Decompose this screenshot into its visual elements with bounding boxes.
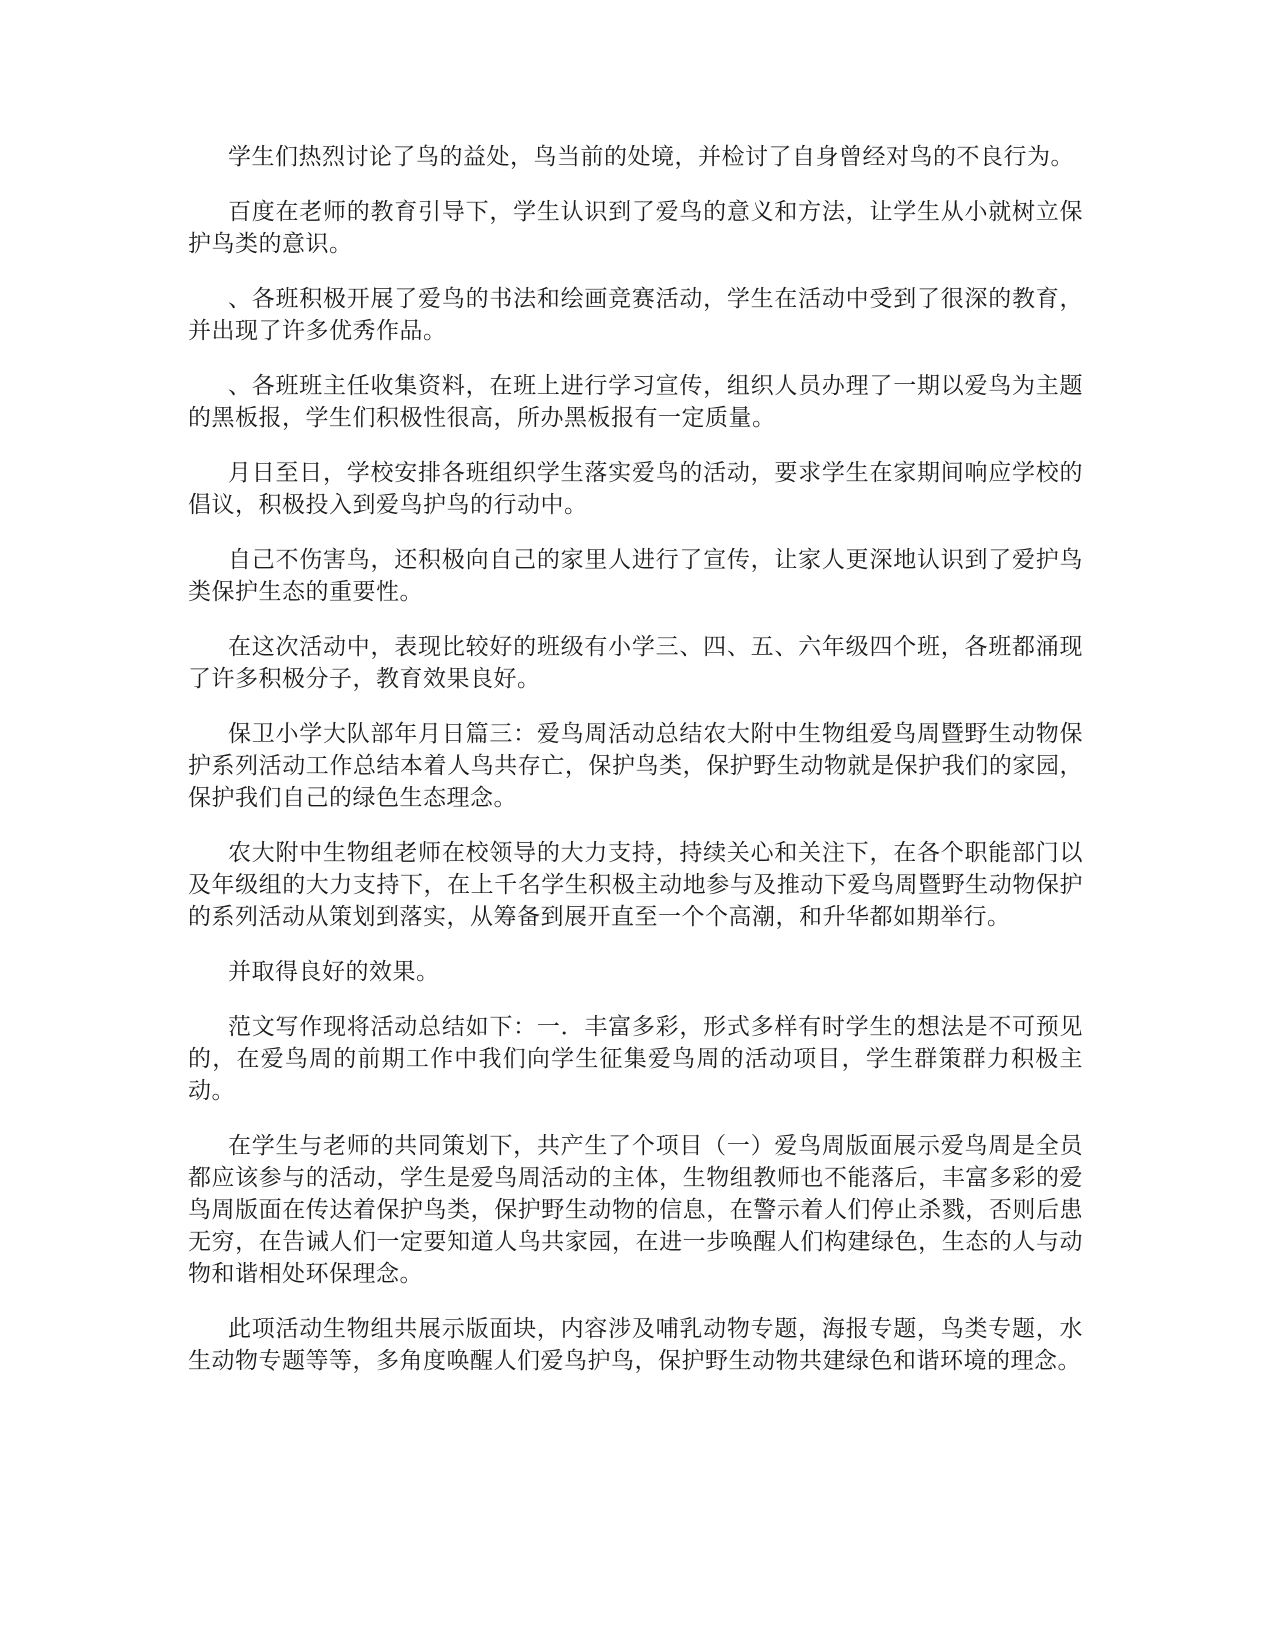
document-page [188,141,1083,1400]
paragraph-7: 在这次活动中，表现比较好的班级有小学三、四、五、六年级四个班，各班都涌现了许多积极分子，教育效果良好。 [188,634,1083,692]
paragraph-2: 百度在老师的教育引导下，学生认识到了爱鸟的意义和方法，让学生从小就树立保护鸟类的意识。 [188,199,1083,257]
paragraph-8: 保卫小学大队部年月日篇三：爱鸟周活动总结农大附中生物组爱鸟周暨野生动物保护系列活动工作总结本着人鸟共存亡，保护鸟类，保护野生动物就是保护我们的家园，保护我们自己的绿色生态理念。 [188,721,1083,811]
paragraph-13: 此项活动生物组共展示版面块，内容涉及哺乳动物专题，海报专题，鸟类专题，水生动物专题等等，多角度唤醒人们爱鸟护鸟，保护野生动物共建绿色和谐环境的理念。 [188,1316,1083,1374]
paragraph-12: 在学生与老师的共同策划下，共产生了个项目（一）爱鸟周版面展示爱鸟周是全员都应该参与的活动，学生是爱鸟周活动的主体，生物组教师也不能落后，丰富多彩的爱鸟周版面在传达着保护鸟类，保护野生动物的信息，在警示着人们停止杀戮，否则后患无穷，在告诫人们一定要知道人鸟共家园，在进一步唤醒人们构建绿色，生态的人与动物和谐相处环保理念。 [188,1133,1083,1287]
paragraph-6: 自己不伤害鸟，还积极向自己的家里人进行了宣传，让家人更深地认识到了爱护鸟类保护生态的重要性。 [188,547,1083,605]
paragraph-10: 并取得良好的效果。 [228,959,440,985]
paragraph-5: 月日至日，学校安排各班组织学生落实爱鸟的活动，要求学生在家期间响应学校的倡议，积极投入到爱鸟护鸟的行动中。 [188,460,1083,518]
paragraph-9: 农大附中生物组老师在校领导的大力支持，持续关心和关注下，在各个职能部门以及年级组的大力支持下，在上千名学生积极主动地参与及推动下爱鸟周暨野生动物保护的系列活动从策划到落实，从筹备到展开直至一个个高潮，和升华都如期举行。 [188,840,1083,930]
paragraph-1: 学生们热烈讨论了鸟的益处，鸟当前的处境，并检讨了自身曾经对鸟的不良行为。 [228,144,1074,170]
paragraph-11: 范文写作现将活动总结如下：一．丰富多彩，形式多样有时学生的想法是不可预见的，在爱鸟周的前期工作中我们向学生征集爱鸟周的活动项目，学生群策群力积极主动。 [188,1014,1083,1104]
paragraph-3: 、各班积极开展了爱鸟的书法和绘画竞赛活动，学生在活动中受到了很深的教育，并出现了许多优秀作品。 [188,286,1083,344]
paragraph-4: 、各班班主任收集资料，在班上进行学习宣传，组织人员办理了一期以爱鸟为主题的黑板报，学生们积极性很高，所办黑板报有一定质量。 [188,373,1083,431]
